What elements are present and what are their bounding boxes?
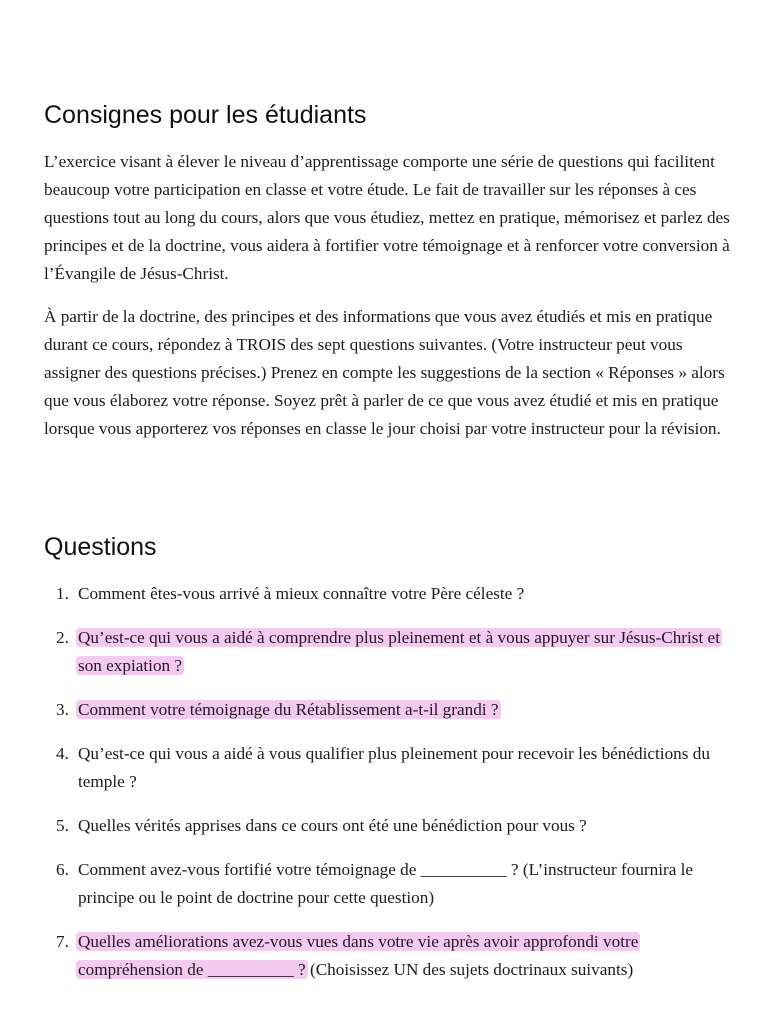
question-text: Comment êtes-vous arrivé à mieux connaître votre Père céleste ? [78,584,525,603]
highlighted-question-text: Quelles améliorations avez-vous vues dans votre vie après avoir approfondi votre compréhension de __________ ? [78,932,639,979]
instructions-paragraph-1: L’exercice visant à élever le niveau d’apprentissage comporte une série de questions qui facilitent beaucoup votre participation en classe et votre étude. Le fait de travailler sur les réponses à ces questions tout au long du cours, alors que vous étudiez, mettez en pratique, mémorisez et parlez des principes et de la doctrine, vous aidera à fortifier votre témoignage et à renforcer votre conversion à l’Évangile de Jésus-Christ. [44,152,730,283]
question-text: Quelles vérités apprises dans ce cours ont été une bénédiction pour vous ? [78,816,587,835]
question-text-suffix: (Choisissez UN des sujets doctrinaux suivants) [305,960,634,979]
section-heading-questions: Questions [44,533,157,561]
section-heading-consignes: Consignes pour les étudiants [44,101,367,129]
highlighted-question-text: Qu’est-ce qui vous a aidé à comprendre plus pleinement et à vous appuyer sur Jésus-Christ et son expiation ? [78,628,720,675]
question-text: Qu’est-ce qui vous a aidé à vous qualifier plus pleinement pour recevoir les bénédictions du temple ? [78,744,710,791]
questions-list [44,580,734,1000]
question-number: 7. [56,932,69,951]
question-item-5 [44,812,734,840]
question-number: 3. [56,700,69,719]
question-number: 2. [56,628,69,647]
instructions-paragraph-2: À partir de la doctrine, des principes et des informations que vous avez étudiés et mis en pratique durant ce cours, répondez à TROIS des sept questions suivantes. (Votre instructeur peut vous assigner des questions précises.) Prenez en compte les suggestions de la section « Réponses » alors que vous élaborez votre réponse. Soyez prêt à parler de ce que vous avez étudié et mis en pratique lorsque vous apporterez vos réponses en classe le jour choisi par votre instructeur pour la révision. [44,307,725,438]
question-number: 4. [56,744,69,763]
highlighted-question-text: Comment votre témoignage du Rétablissement a-t-il grandi ? [78,700,499,719]
question-item-1 [44,580,734,608]
question-item-2 [44,624,734,680]
question-item-6 [44,856,734,912]
question-number: 1. [56,584,69,603]
question-number: 5. [56,816,69,835]
question-number: 6. [56,860,69,879]
question-item-4 [44,740,734,796]
question-item-7 [44,928,734,984]
question-item-3 [44,696,734,724]
question-text: Comment avez-vous fortifié votre témoignage de __________ ? (L’instructeur fournira le principe ou le point de doctrine pour cette question) [78,860,694,907]
